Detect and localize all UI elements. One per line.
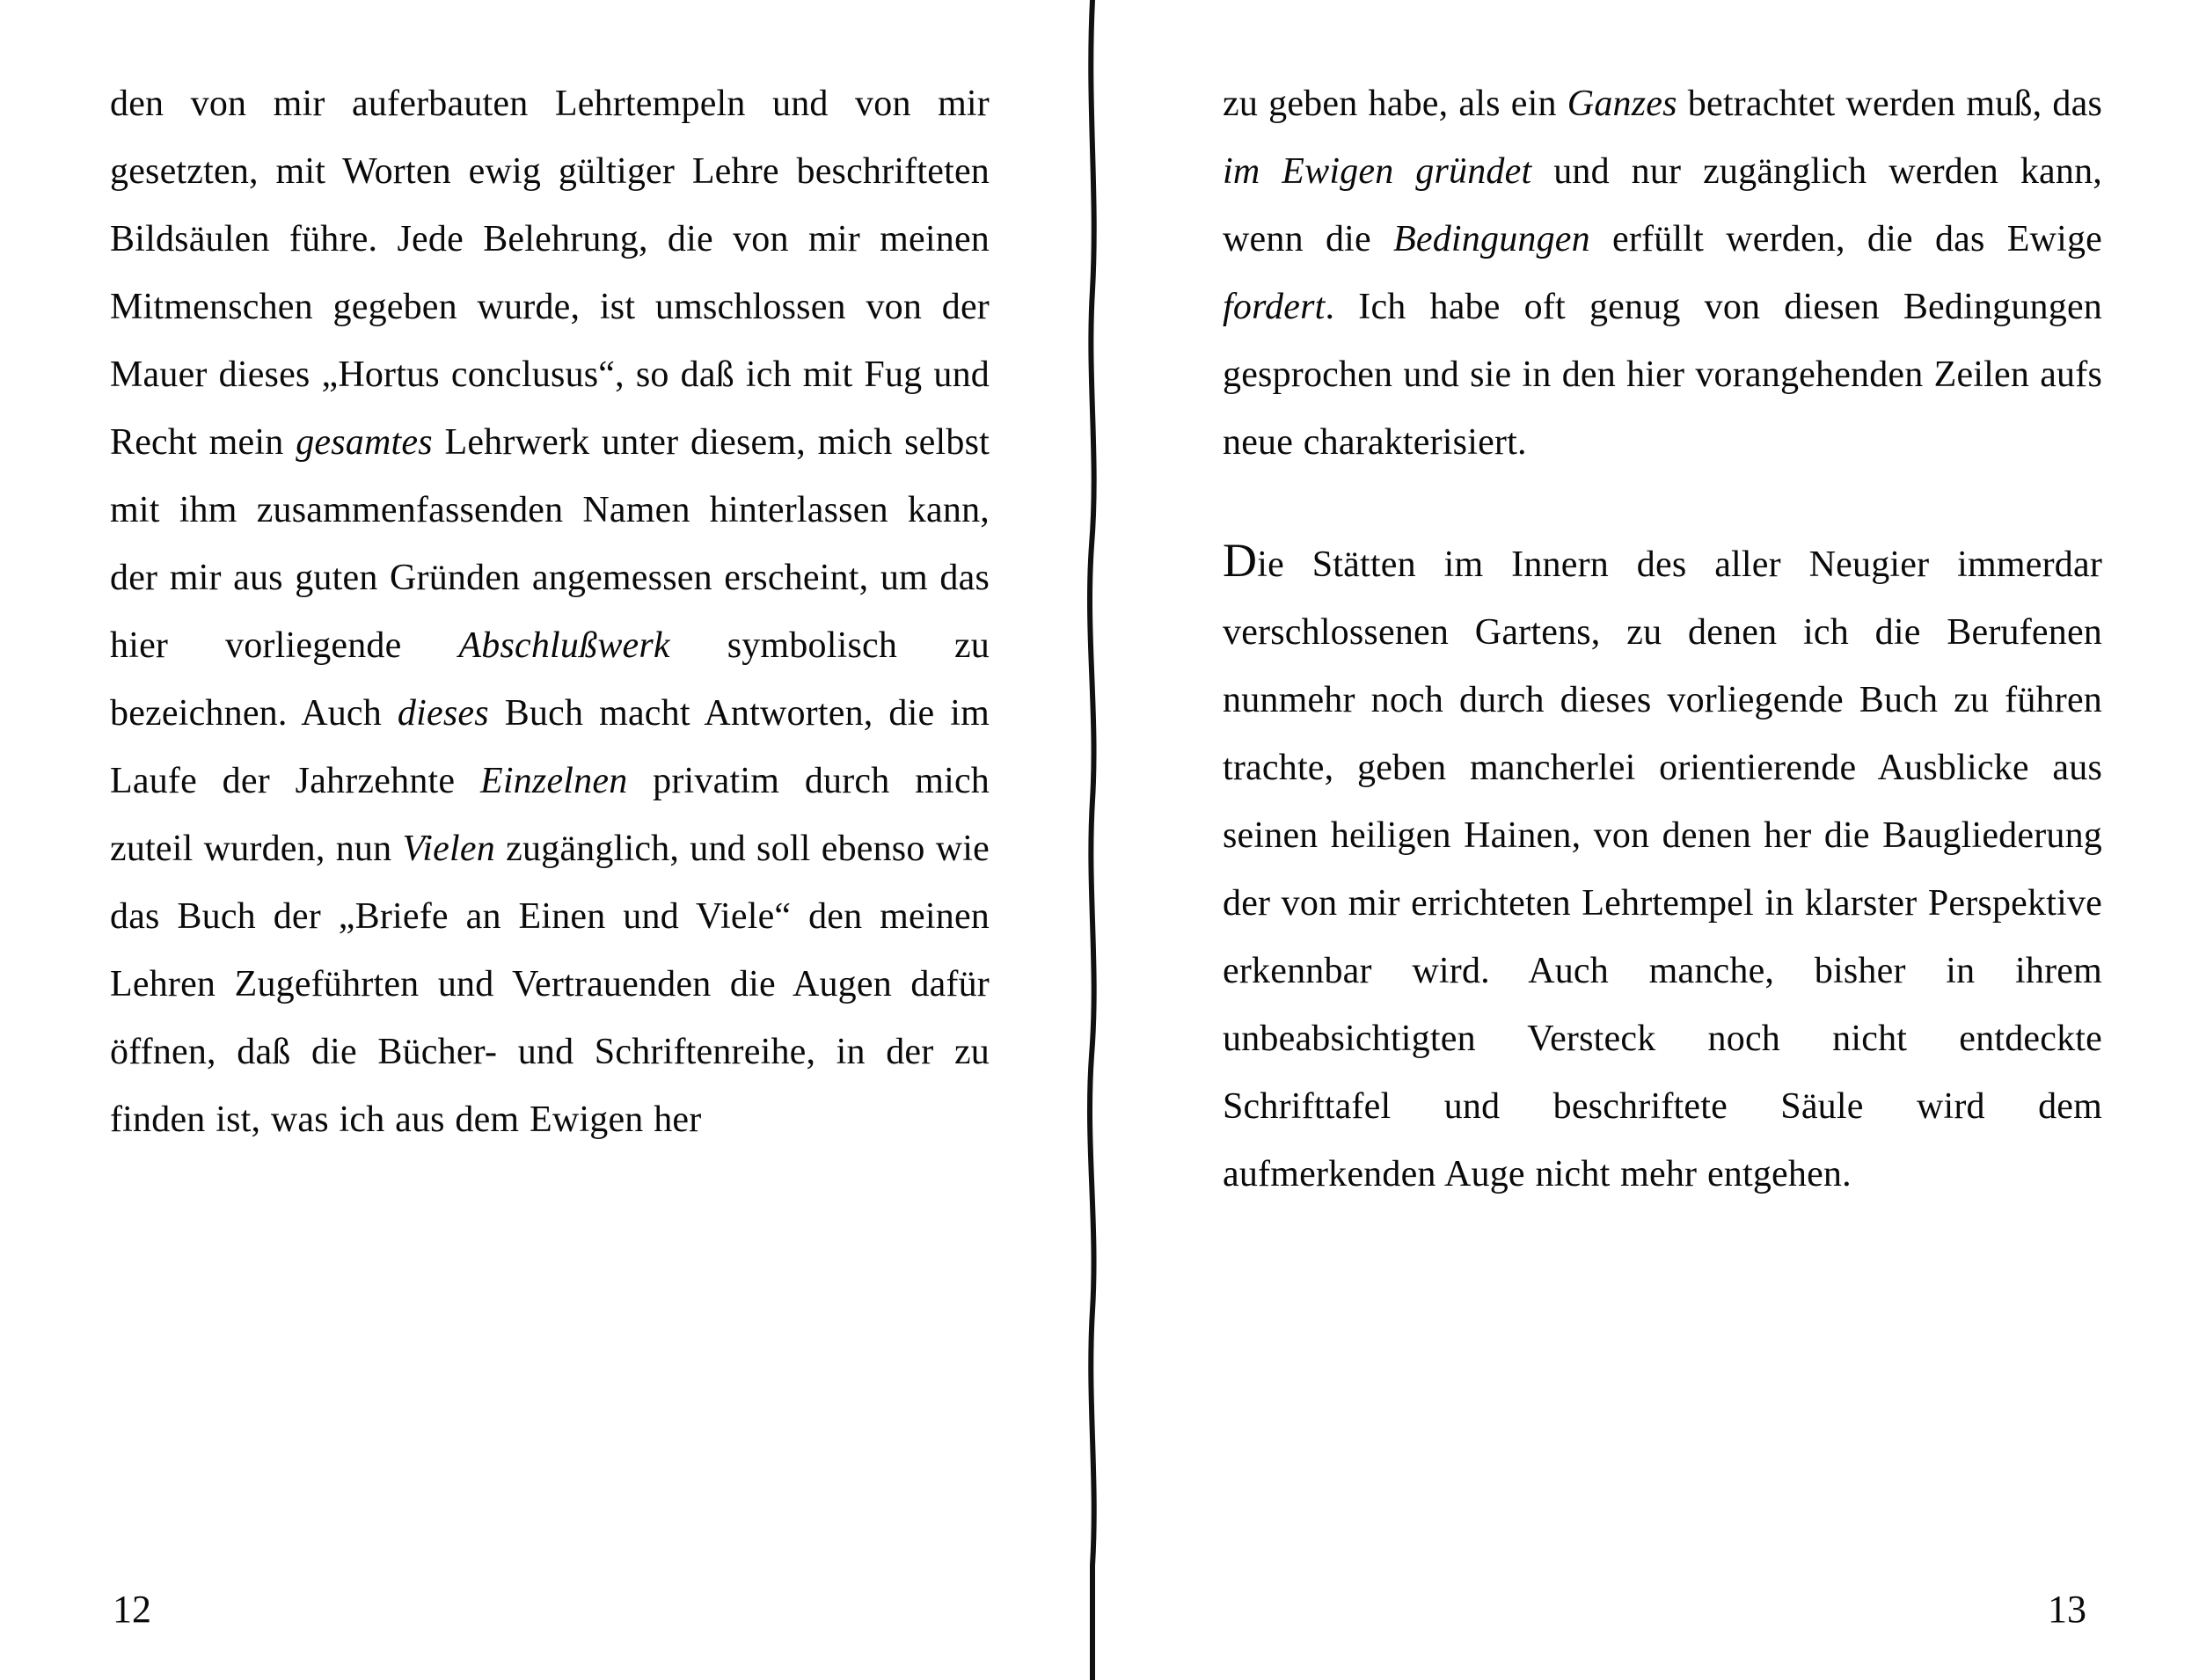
body-text: zu geben habe, als ein bbox=[1223, 84, 1567, 124]
emphasis-text: Bedingungen bbox=[1393, 219, 1590, 259]
body-text: symbolisch zu bezeichnen. Auch bbox=[110, 625, 990, 734]
body-text: privatim durch mich zuteil wurden, nun bbox=[110, 761, 990, 869]
body-text: und nur zugänglich werden kann, wenn die bbox=[1223, 151, 2102, 259]
page-number-right: 13 bbox=[2048, 1588, 2086, 1631]
emphasis-text: im Ewigen gründet bbox=[1223, 151, 1532, 192]
body-text: betrachtet werden muß, das bbox=[1677, 84, 2102, 124]
right-page bbox=[1095, 0, 2199, 1680]
left-page bbox=[0, 0, 1095, 1680]
body-text: Buch macht Antworten, die im Laufe der Jahrzehnte bbox=[110, 693, 990, 801]
emphasis-text: Abschlußwerk bbox=[458, 625, 670, 666]
drop-cap: D bbox=[1223, 534, 1258, 587]
body-text: zugänglich, und soll ebenso wie das Buch der „Briefe an Einen und Viele“ den meinen Lehren Zugeführten und Vertrauenden die Augen dafür öffnen, daß die Bücher- und Schriftenreihe, in der zu finden ist, was ich aus dem Ewigen her bbox=[110, 829, 990, 1140]
left-page-textblock bbox=[110, 70, 990, 1154]
emphasis-text: dieses bbox=[397, 693, 489, 734]
body-text: erfüllt werden, die das Ewige bbox=[1589, 219, 2102, 259]
right-page-textblock bbox=[1223, 70, 2102, 1209]
emphasis-text: gesamtes bbox=[296, 422, 433, 463]
page-number-left: 12 bbox=[113, 1588, 151, 1631]
emphasis-text: fordert bbox=[1223, 287, 1326, 327]
body-text: Lehrwerk unter diesem, mich selbst mit ihm zusammenfassenden Namen hinterlassen kann, der mir aus guten Gründen angemessen erscheint, um das hier vorliegende bbox=[110, 422, 990, 666]
body-text: ie Stätten im Innern des aller Neugier immerdar verschlossenen Gartens, zu denen ich die Berufenen nunmehr noch durch dieses vorliegende Buch zu führen trachte, geben mancherlei orientierende Ausblicke aus seinen heiligen Hainen, von denen her die Baugliederung der von mir errichteten Lehrtempel in klarster Perspektive erkennbar wird. Auch manche, bisher in ihrem unbeabsichtigten Versteck noch nicht entdeckte Schrifttafel und beschriftete Säule wird dem aufmerkenden Auge nicht mehr entgehen. bbox=[1223, 544, 2102, 1194]
paragraph bbox=[110, 70, 990, 1154]
emphasis-text: Einzelnen bbox=[479, 761, 628, 801]
emphasis-text: Vielen bbox=[402, 829, 495, 869]
paragraph bbox=[1223, 531, 2102, 1209]
body-text: den von mir auferbauten Lehrtempeln und von mir gesetzten, mit Worten ewig gültiger Lehre beschrifteten Bildsäulen führe. Jede Belehrung, die von mir meinen Mitmenschen gegeben wurde, ist umschlossen von der Mauer dieses „Hortus conclusus“, so daß ich mit Fug und Recht mein bbox=[110, 84, 990, 463]
paragraph bbox=[1223, 70, 2102, 477]
emphasis-text: Ganzes bbox=[1567, 84, 1677, 124]
body-text: . Ich habe oft genug von diesen Bedingungen gesprochen und sie in den hier vorangehenden Zeilen aufs neue charakterisiert. bbox=[1223, 287, 2102, 463]
